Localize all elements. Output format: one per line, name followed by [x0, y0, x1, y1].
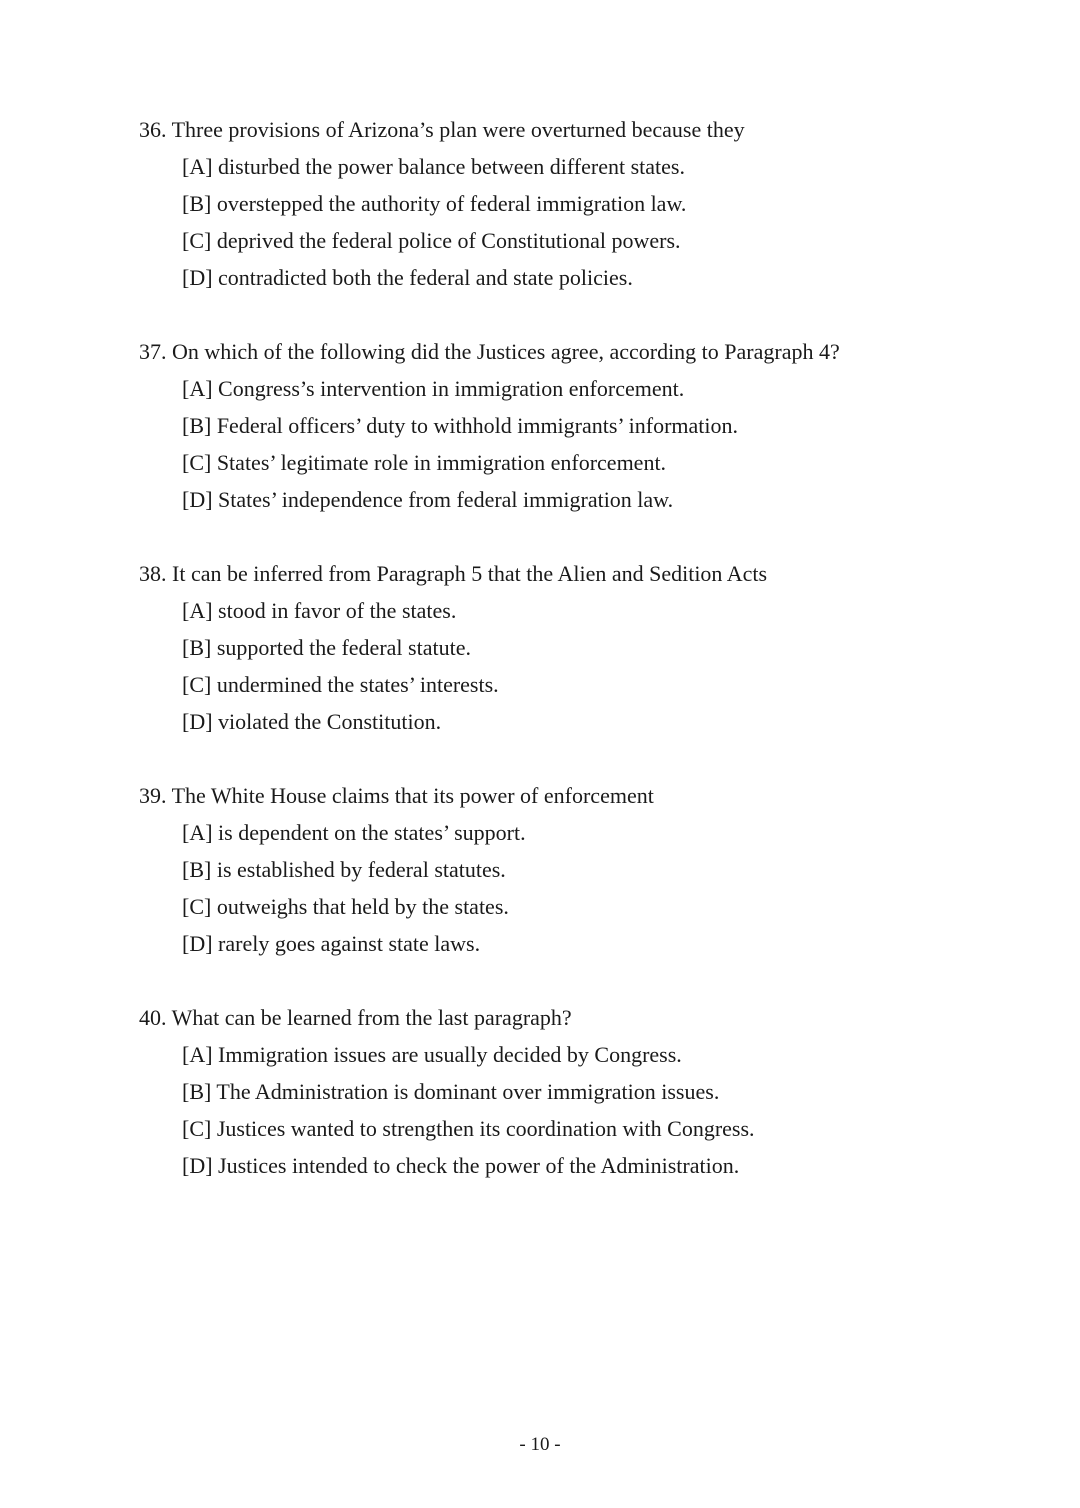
- question-37: [139, 333, 939, 518]
- option-b: [B] is established by federal statutes.: [182, 857, 506, 882]
- option-d: [D] States’ independence from federal immigration law.: [182, 487, 674, 512]
- option-d: [D] Justices intended to check the power of the Administration.: [182, 1153, 740, 1178]
- page-number: - 10 -: [519, 1434, 561, 1455]
- option-list: [139, 592, 939, 740]
- option-list: [139, 1036, 939, 1184]
- question-list: [139, 111, 939, 1221]
- option-c: [C] deprived the federal police of Constitutional powers.: [182, 228, 681, 253]
- question-36: [139, 111, 939, 296]
- option-d: [D] rarely goes against state laws.: [182, 931, 481, 956]
- option-d: [D] violated the Constitution.: [182, 709, 442, 734]
- option-a: [A] disturbed the power balance between different states.: [182, 154, 685, 179]
- option-b: [B] The Administration is dominant over immigration issues.: [182, 1079, 720, 1104]
- question-stem: 40. What can be learned from the last paragraph?: [139, 1005, 572, 1030]
- option-list: [139, 148, 939, 296]
- option-c: [C] outweighs that held by the states.: [182, 894, 509, 919]
- question-38: [139, 555, 939, 740]
- question-stem: 39. The White House claims that its power of enforcement: [139, 783, 654, 808]
- option-a: [A] Immigration issues are usually decided by Congress.: [182, 1042, 682, 1067]
- option-list: [139, 814, 939, 962]
- option-c: [C] undermined the states’ interests.: [182, 672, 499, 697]
- option-d: [D] contradicted both the federal and state policies.: [182, 265, 633, 290]
- question-stem: 37. On which of the following did the Justices agree, according to Paragraph 4?: [139, 339, 840, 364]
- question-39: [139, 777, 939, 962]
- question-stem: 38. It can be inferred from Paragraph 5 that the Alien and Sedition Acts: [139, 561, 768, 586]
- option-a: [A] stood in favor of the states.: [182, 598, 457, 623]
- option-a: [A] Congress’s intervention in immigration enforcement.: [182, 376, 685, 401]
- option-list: [139, 370, 939, 518]
- option-b: [B] Federal officers’ duty to withhold immigrants’ information.: [182, 413, 738, 438]
- question-40: [139, 999, 939, 1184]
- option-b: [B] supported the federal statute.: [182, 635, 471, 660]
- option-c: [C] Justices wanted to strengthen its coordination with Congress.: [182, 1116, 755, 1141]
- option-c: [C] States’ legitimate role in immigration enforcement.: [182, 450, 667, 475]
- question-stem: 36. Three provisions of Arizona’s plan were overturned because they: [139, 117, 745, 142]
- option-a: [A] is dependent on the states’ support.: [182, 820, 526, 845]
- option-b: [B] overstepped the authority of federal immigration law.: [182, 191, 687, 216]
